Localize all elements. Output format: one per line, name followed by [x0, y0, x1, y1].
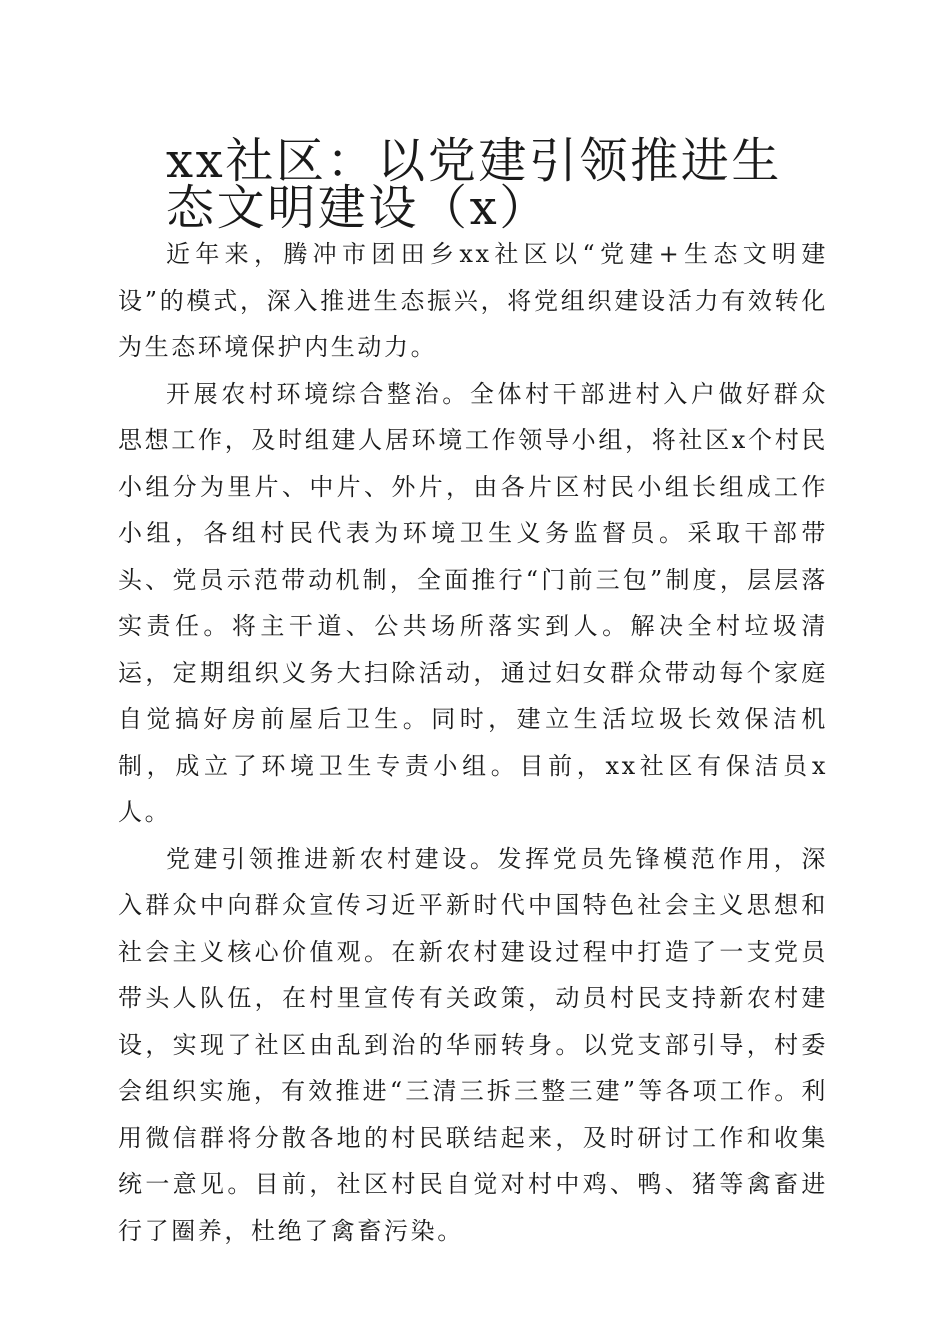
paragraph-environment: 开展农村环境综合整治。全体村干部进村入户做好群众思想工作，及时组建人居环境工作领导小组，将社区x个村民小组分为里片、中片、外片，由各片区村民小组长组成工作小组，各组村民代表为环境卫生义务监督员。采取干部带头、党员示范带动机制，全面推行“门前三包”制度，层层落实责任。将主干道、公共场所落实到人。解决全村垃圾清运，定期组织义务大扫除活动，通过妇女群众带动每个家庭自觉搞好房前屋后卫生。同时，建立生活垃圾长效保洁机制，成立了环境卫生专责小组。目前，xx社区有保洁员x人。: [118, 379, 828, 826]
paragraph-intro: 近年来，腾冲市团田乡xx社区以“党建+生态文明建设”的模式，深入推进生态振兴，将党组织建设活力有效转化为生态环境保护内生动力。: [118, 240, 828, 361]
paragraph-new-countryside: 党建引领推进新农村建设。发挥党员先锋模范作用，深入群众中向群众宣传习近平新时代中国特色社会主义思想和社会主义核心价值观。在新农村建设过程中打造了一支党员带头人队伍，在村里宣传有关政策，动员村民支持新农村建设，实现了社区由乱到治的华丽转身。以党支部引导，村委会组织实施，有效推进“三清三拆三整三建”等各项工作。利用微信群将分散各地的村民联结起来，及时研讨工作和收集统一意见。目前，社区村民自觉对村中鸡、鸭、猪等禽畜进行了圈养，杜绝了禽畜污染。: [118, 844, 828, 1245]
document-title: xx社区：以党建引领推进生态文明建设（x）: [166, 133, 782, 236]
document-body: [118, 133, 828, 1254]
